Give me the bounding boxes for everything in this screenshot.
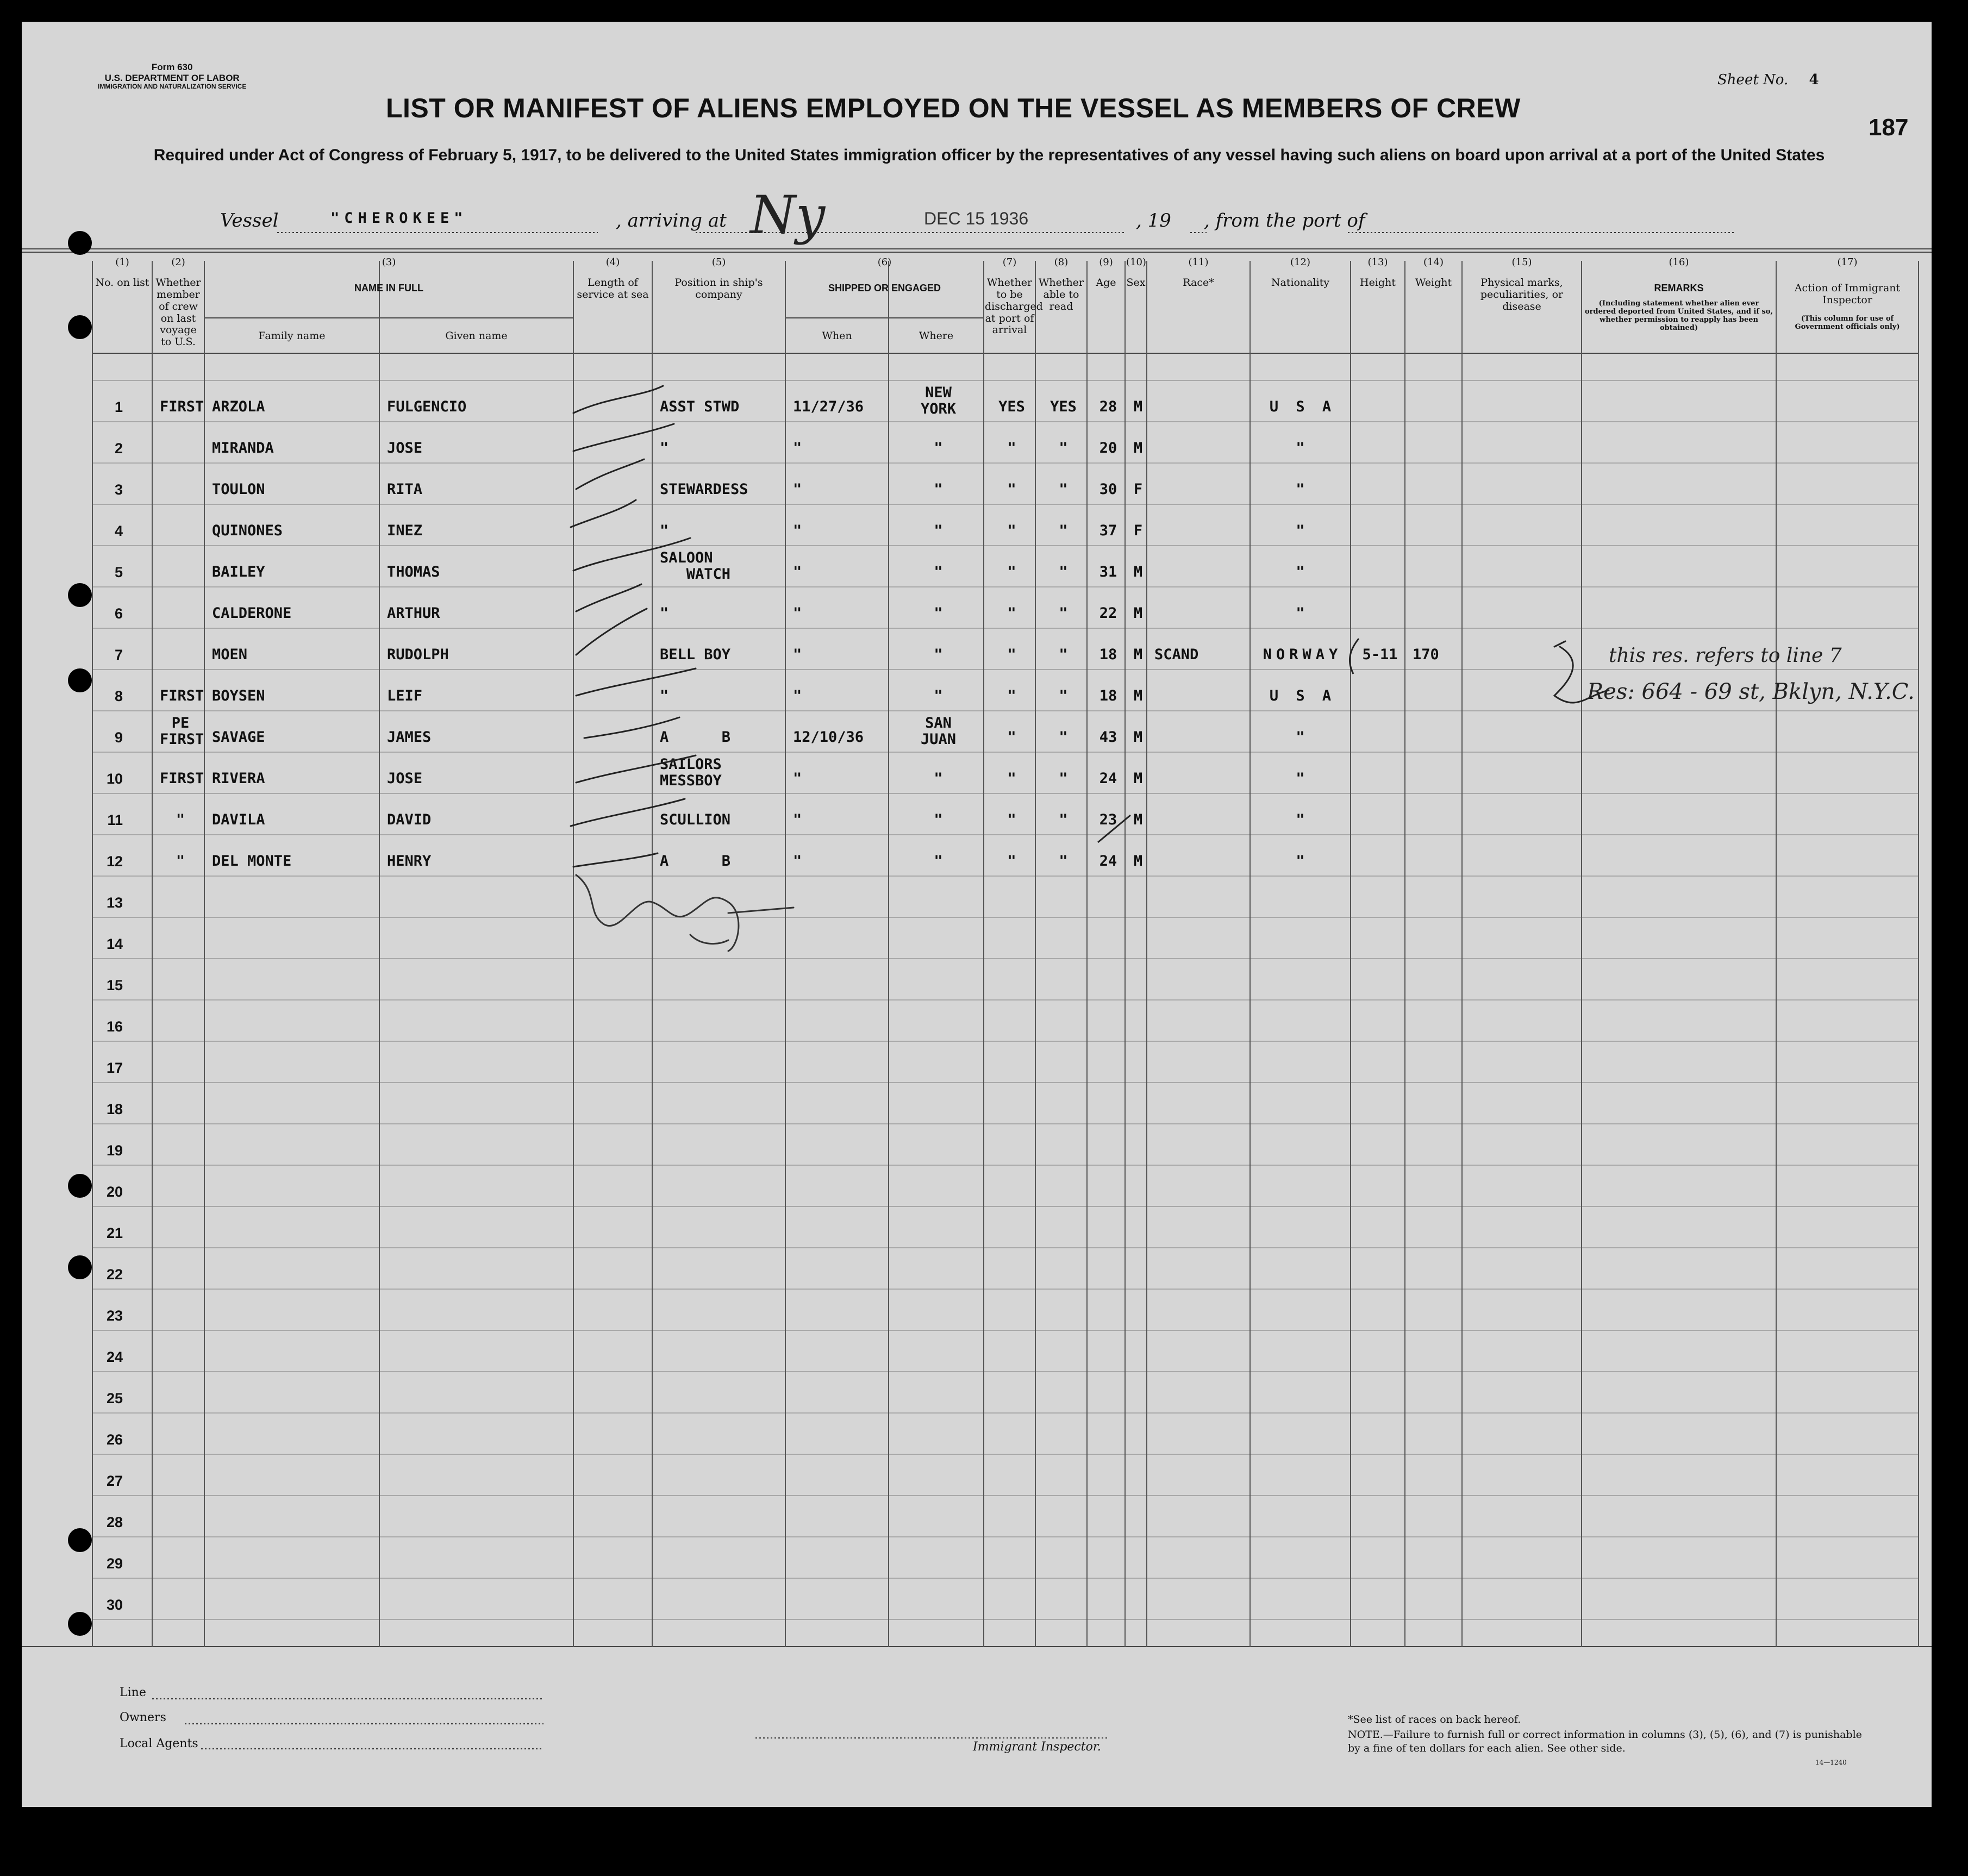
- row-number: 15: [106, 977, 123, 993]
- cell-crew: ": [176, 811, 185, 828]
- column-number: (15): [1511, 257, 1532, 268]
- cell-when: ": [793, 481, 802, 498]
- binder-hole: [68, 1528, 92, 1552]
- row-number: 19: [106, 1142, 123, 1159]
- row-number: 26: [106, 1431, 123, 1448]
- binder-hole: [68, 1174, 92, 1198]
- cell-position: SCULLION: [660, 811, 731, 828]
- row-number: 17: [106, 1060, 123, 1076]
- cell-nationality: U S A: [1269, 687, 1336, 704]
- column-header: No. on list: [95, 277, 149, 289]
- cell-sex: M: [1133, 770, 1143, 787]
- from-port-label: , from the port of: [1204, 210, 1365, 232]
- cell-read: ": [1059, 646, 1068, 663]
- cell-when: ": [793, 811, 802, 828]
- row-number: 30: [106, 1597, 123, 1613]
- row-number: 5: [114, 564, 123, 580]
- page-subtitle: Required under Act of Congress of February 5, 1917, to be delivered to the United States immigration officer by the representatives of any vessel having such aliens on board upon arrival at a port of the United States: [153, 146, 1825, 164]
- binder-hole: [68, 315, 92, 339]
- cell-nationality: ": [1296, 770, 1309, 787]
- cell-discharged: ": [1007, 605, 1016, 622]
- cell-family: DEL MONTE: [212, 853, 292, 870]
- column-header: Height: [1360, 277, 1396, 289]
- binder-hole: [68, 1612, 92, 1636]
- column-number: (10): [1126, 257, 1146, 268]
- column-header: Position in ship's company: [674, 277, 763, 301]
- cell-discharged: ": [1007, 853, 1016, 870]
- row-number: 25: [106, 1390, 123, 1406]
- cell-crew: FIRST: [160, 398, 204, 415]
- cell-position: ASST STWD: [660, 398, 740, 415]
- column-number: (7): [1002, 257, 1017, 268]
- column-number: (6): [877, 257, 892, 268]
- cell-when: ": [793, 646, 802, 663]
- row-number: 6: [114, 605, 123, 622]
- cell-read: ": [1059, 522, 1068, 539]
- column-number: (2): [171, 257, 185, 268]
- cell-family: ARZOLA: [212, 398, 265, 415]
- row-number: 18: [106, 1101, 123, 1117]
- cell-crew: FIRST: [160, 770, 204, 787]
- cell-position: SAILORS MESSBOY: [660, 756, 722, 789]
- binder-hole: [68, 1255, 92, 1279]
- cell-read: ": [1059, 564, 1068, 580]
- cell-where: ": [934, 440, 943, 457]
- cell-discharged: ": [1007, 687, 1016, 704]
- row-number: 13: [106, 895, 123, 911]
- print-code: 14—1240: [1815, 1759, 1847, 1766]
- cell-age: 24: [1099, 853, 1117, 870]
- column-number: (4): [605, 257, 620, 268]
- column-subheader: Given name: [445, 330, 508, 342]
- cell-position: A B: [660, 729, 731, 746]
- cell-discharged: YES: [998, 398, 1025, 415]
- cell-position: BELL BOY: [660, 646, 731, 663]
- cell-nationality: U S A: [1269, 398, 1336, 415]
- cell-where: ": [934, 853, 943, 870]
- cell-family: MIRANDA: [212, 440, 274, 457]
- column-header: Length of service at sea: [577, 277, 649, 301]
- column-header: NAME IN FULL: [354, 283, 423, 293]
- cell-crew: ": [176, 853, 185, 870]
- service-name: IMMIGRATION AND NATURALIZATION SERVICE: [98, 83, 247, 91]
- cell-position: ": [660, 522, 669, 539]
- cell-where: NEW YORK: [920, 384, 957, 417]
- row-number: 7: [114, 647, 123, 663]
- cell-sex: M: [1133, 646, 1143, 663]
- cell-given: INEZ: [387, 522, 423, 539]
- cell-age: 43: [1099, 729, 1117, 746]
- column-header: Physical marks, peculiarities, or disease: [1480, 277, 1564, 312]
- cell-nationality: ": [1296, 605, 1309, 622]
- cell-given: THOMAS: [387, 564, 440, 580]
- cell-read: ": [1059, 605, 1068, 622]
- cell-nationality: ": [1296, 564, 1309, 580]
- cell-nationality: ": [1296, 729, 1309, 746]
- column-header: REMARKS: [1654, 283, 1704, 293]
- cell-family: DAVILA: [212, 811, 265, 828]
- cell-given: JOSE: [387, 440, 423, 457]
- column-header: Whether to be discharged at port of arrival: [985, 277, 1043, 336]
- column-header: Age: [1096, 277, 1116, 289]
- row-number: 9: [114, 729, 123, 746]
- cell-where: SAN JUAN: [920, 715, 957, 748]
- row-number: 21: [106, 1225, 123, 1241]
- cell-age: 22: [1099, 605, 1117, 622]
- column-number: (16): [1669, 257, 1689, 268]
- department-name: U.S. DEPARTMENT OF LABOR: [104, 72, 240, 83]
- cell-given: DAVID: [387, 811, 432, 828]
- cell-sex: M: [1133, 398, 1143, 415]
- cell-when: ": [793, 853, 802, 870]
- column-header: Race*: [1183, 277, 1214, 289]
- cell-age: 30: [1099, 481, 1117, 498]
- cell-age: 31: [1099, 564, 1117, 580]
- cell-sex: M: [1133, 564, 1143, 580]
- note-label: NOTE.: [1348, 1729, 1383, 1741]
- column-number: (8): [1054, 257, 1069, 268]
- cell-when: 12/10/36: [793, 729, 864, 746]
- cell-where: ": [934, 646, 943, 663]
- cell-where: ": [934, 770, 943, 787]
- arriving-port: Ny: [750, 185, 826, 246]
- cell-given: RITA: [387, 481, 423, 498]
- binder-hole: [68, 231, 92, 255]
- cell-discharged: ": [1007, 646, 1016, 663]
- cell-sex: M: [1133, 811, 1143, 828]
- cell-sex: M: [1133, 605, 1143, 622]
- cell-where: ": [934, 687, 943, 704]
- date-stamp: DEC 15 1936: [924, 209, 1029, 228]
- row-number: 28: [106, 1514, 123, 1530]
- column-number: (5): [711, 257, 726, 268]
- form-number: Form 630: [151, 62, 193, 72]
- cell-where: ": [934, 522, 943, 539]
- cell-discharged: ": [1007, 440, 1016, 457]
- row-number: 11: [107, 812, 123, 828]
- cell-position: ": [660, 687, 669, 704]
- row-number: 14: [106, 936, 123, 952]
- column-number: (17): [1837, 257, 1858, 268]
- note-text: —Failure to furnish full or correct information in columns (3), (5), (6), and (7) is punishable by a fine of ten dollars for each alien. See other side.: [1348, 1729, 1862, 1754]
- cell-sex: M: [1133, 440, 1143, 457]
- column-header: Weight: [1415, 277, 1452, 289]
- cell-position: ": [660, 440, 669, 457]
- cell-height: 5-11: [1362, 646, 1398, 663]
- cell-when: ": [793, 564, 802, 580]
- cell-nationality: ": [1296, 853, 1309, 870]
- cell-when: 11/27/36: [793, 398, 864, 415]
- column-header: Whether able to read: [1038, 277, 1084, 312]
- cell-position: SALOON WATCH: [660, 549, 731, 583]
- row-number: 2: [114, 440, 123, 457]
- row-number: 23: [106, 1308, 123, 1324]
- cell-family: RIVERA: [212, 770, 265, 787]
- cell-given: LEIF: [387, 687, 423, 704]
- cell-read: ": [1059, 687, 1068, 704]
- binder-hole: [68, 668, 92, 692]
- cell-read: ": [1059, 440, 1068, 457]
- cell-given: JAMES: [387, 729, 432, 746]
- column-subheader: When: [822, 330, 852, 342]
- cell-nationality: NORWAY: [1263, 646, 1342, 663]
- cell-crew: FIRST: [160, 687, 204, 704]
- immigrant-inspector-label: Immigrant Inspector.: [973, 1740, 1101, 1754]
- row-number: 12: [106, 853, 123, 870]
- column-number: (13): [1367, 257, 1388, 268]
- column-header: Whether member of crew on last voyage to U.S.: [155, 277, 201, 348]
- cell-discharged: ": [1007, 729, 1016, 746]
- remarks-note-line2: Res: 664 - 69 st, Bklyn, N.Y.C.: [1587, 679, 1915, 704]
- column-number: (1): [115, 257, 129, 268]
- cell-read: ": [1059, 853, 1068, 870]
- cell-discharged: ": [1007, 481, 1016, 498]
- cell-where: ": [934, 811, 943, 828]
- cell-when: ": [793, 770, 802, 787]
- cell-where: ": [934, 481, 943, 498]
- cell-age: 24: [1099, 770, 1117, 787]
- cell-when: ": [793, 522, 802, 539]
- page-title: LIST OR MANIFEST OF ALIENS EMPLOYED ON THE VESSEL AS MEMBERS OF CREW: [386, 93, 1521, 123]
- cell-sex: M: [1133, 687, 1143, 704]
- footer-agents-label: Local Agents: [120, 1737, 198, 1750]
- row-number: 4: [114, 523, 123, 539]
- cell-position: STEWARDESS: [660, 481, 748, 498]
- cell-read: ": [1059, 811, 1068, 828]
- row-number: 22: [106, 1266, 123, 1283]
- cell-nationality: ": [1296, 522, 1309, 539]
- cell-when: ": [793, 687, 802, 704]
- cell-position: A B: [660, 853, 731, 870]
- cell-weight: 170: [1413, 646, 1439, 663]
- row-number: 10: [106, 771, 123, 787]
- cell-read: ": [1059, 770, 1068, 787]
- cell-family: TOULON: [212, 481, 265, 498]
- cell-family: BOYSEN: [212, 687, 265, 704]
- cell-sex: M: [1133, 853, 1143, 870]
- manifest-sheet: [22, 22, 1932, 1807]
- column-number: (11): [1188, 257, 1209, 268]
- cell-given: ARTHUR: [387, 605, 440, 622]
- column-subnote: (Including statement whether alien ever ordered deported from United States, and if so, whether permission to reapply has been obtained): [1584, 299, 1773, 332]
- page-number: 187: [1869, 114, 1909, 141]
- sheet-value: 4: [1809, 72, 1819, 88]
- cell-family: SAVAGE: [212, 729, 265, 746]
- cell-race: SCAND: [1154, 646, 1199, 663]
- cell-sex: F: [1133, 481, 1143, 498]
- cell-position: ": [660, 605, 669, 622]
- cell-discharged: ": [1007, 770, 1016, 787]
- cell-given: RUDOLPH: [387, 646, 449, 663]
- row-number: 1: [114, 399, 123, 415]
- row-number: 3: [114, 481, 123, 498]
- cell-crew: PE FIRST: [160, 715, 204, 748]
- row-number: 24: [106, 1349, 123, 1365]
- cell-nationality: ": [1296, 481, 1309, 498]
- cell-discharged: ": [1007, 811, 1016, 828]
- cell-family: MOEN: [212, 646, 248, 663]
- cell-when: ": [793, 440, 802, 457]
- arriving-label: , arriving at: [616, 210, 727, 232]
- cell-age: 23: [1099, 811, 1117, 828]
- year-label: , 19: [1136, 210, 1171, 232]
- column-subheader: Where: [919, 330, 954, 342]
- sheet-label: Sheet No.: [1717, 72, 1789, 88]
- column-header: SHIPPED OR ENGAGED: [828, 283, 941, 293]
- cell-given: HENRY: [387, 853, 432, 870]
- cell-age: 18: [1099, 687, 1117, 704]
- cell-age: 37: [1099, 522, 1117, 539]
- cell-read: ": [1059, 481, 1068, 498]
- vessel-name: "CHEROKEE": [330, 210, 468, 227]
- cell-family: QUINONES: [212, 522, 283, 539]
- column-number: (3): [382, 257, 396, 268]
- footer-owners-label: Owners: [120, 1711, 166, 1724]
- cell-age: 28: [1099, 398, 1117, 415]
- remarks-note-line1: this res. refers to line 7: [1609, 645, 1842, 667]
- column-header: Action of Immigrant Inspector: [1794, 282, 1901, 306]
- footer-line-label: Line: [120, 1686, 146, 1699]
- binder-hole: [68, 583, 92, 607]
- column-header: Nationality: [1271, 277, 1330, 289]
- row-number: 20: [106, 1184, 123, 1200]
- cell-when: ": [793, 605, 802, 622]
- column-subnote: (This column for use of Government officials only): [1795, 315, 1900, 331]
- cell-sex: M: [1133, 729, 1143, 746]
- column-header: Sex: [1126, 277, 1146, 289]
- footer-dotted-lines: [22, 22, 1932, 1807]
- column-subheader: Family name: [258, 330, 326, 342]
- cell-where: ": [934, 605, 943, 622]
- cell-family: BAILEY: [212, 564, 265, 580]
- penalty-note: [1348, 1728, 1870, 1755]
- cell-where: ": [934, 564, 943, 580]
- race-note: *See list of races on back hereof.: [1348, 1714, 1521, 1725]
- cell-nationality: ": [1296, 811, 1309, 828]
- row-number: 8: [114, 688, 123, 704]
- row-number: 29: [106, 1555, 123, 1572]
- vessel-label: Vessel: [220, 210, 279, 232]
- column-number: (14): [1423, 257, 1444, 268]
- cell-discharged: ": [1007, 564, 1016, 580]
- row-number: 16: [106, 1018, 123, 1035]
- column-number: (9): [1099, 257, 1113, 268]
- cell-given: FULGENCIO: [387, 398, 467, 415]
- cell-read: YES: [1050, 398, 1077, 415]
- cell-nationality: ": [1296, 440, 1309, 457]
- cell-read: ": [1059, 729, 1068, 746]
- cell-discharged: ": [1007, 522, 1016, 539]
- row-number: 27: [106, 1473, 123, 1489]
- cell-sex: F: [1133, 522, 1143, 539]
- column-number: (12): [1290, 257, 1310, 268]
- cell-age: 18: [1099, 646, 1117, 663]
- cell-family: CALDERONE: [212, 605, 292, 622]
- cell-age: 20: [1099, 440, 1117, 457]
- cell-given: JOSE: [387, 770, 423, 787]
